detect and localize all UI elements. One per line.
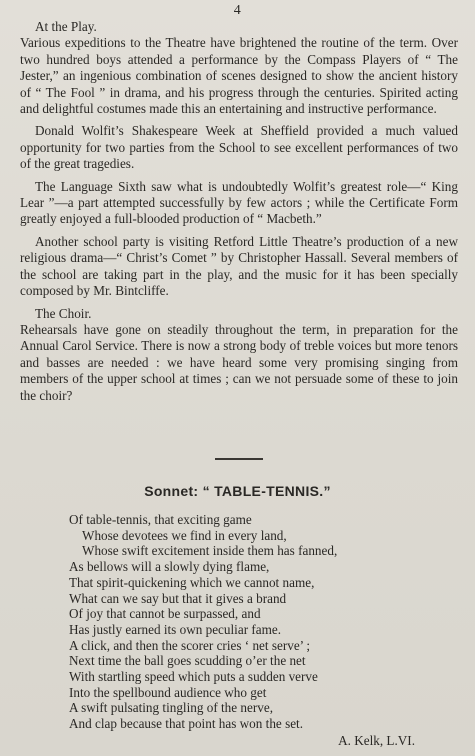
page-number: 4	[233, 3, 242, 18]
section-divider	[215, 458, 263, 460]
paragraph-play-3: The Language Sixth saw what is undoubtedly Wolfit’s greatest role—“ King Lear ”—a part attempted successfully by few actors ; while the Certificate Form greatly enjoyed a full-blooded production of “ Macbeth.”	[20, 178, 458, 227]
poem-line: A click, and then the scorer cries ‘ net serve’ ;	[69, 637, 311, 653]
poem-line: Next time the ball goes scudding o’er the net	[69, 653, 306, 669]
section-heading-choir: The Choir.	[35, 305, 92, 321]
poem-line: With startling speed which puts a sudden verve	[69, 669, 318, 685]
paragraph-play-2: Donald Wolfit’s Shakespeare Week at Sheffield provided a much valued opportunity for two parties from the School to see excellent performances of two of the great tragedies.	[20, 123, 458, 172]
poem-line: And clap because that point has won the set.	[69, 716, 304, 732]
poem-line: Of table-tennis, that exciting game	[69, 512, 252, 527]
poem-line: Has justly earned its own peculiar fame.	[69, 621, 282, 637]
paragraph-choir-1: Rehearsals have gone on steadily throughout the term, in preparation for the Annual Carol Service. There is now a strong body of treble voices but more tenors and basses are needed : we have heard some very promising singing from members of the upper school at times ; can we not persuade some of these to join the choir?	[20, 321, 458, 403]
poem-line: A swift pulsating tingling of the nerve,	[69, 700, 274, 716]
poem-line: What can we say but that it gives a brand	[69, 590, 287, 606]
paragraph-play-4: Another school party is visiting Retford Little Theatre’s production of a new religious drama—“ Christ’s Comet ” by Christopher Hassall. Several members of the school are taking part in the play, and the music for it has been specially composed by Mr. Bintcliffe.	[20, 233, 458, 299]
poem-line: As bellows will a slowly dying flame,	[69, 559, 270, 575]
paragraph-play-1: Various expeditions to the Theatre have brightened the routine of the term. Over two hundred boys attended a performance by the Compass Players of “ The Jester,” an ingenious combination of scenes designed to show the ancient history of “ The Fool ” in drama, and his progress through the centuries. Spirited acting and delightful costumes made this an entertaining and instructive performance.	[20, 35, 458, 117]
poem-line: Whose devotees we find in every land,	[82, 527, 287, 543]
sonnet-title: Sonnet: “ TABLE-TENNIS.”	[144, 483, 331, 499]
poem-author-signature: A. Kelk, L.VI.	[338, 733, 415, 748]
article-body	[20, 19, 458, 410]
sonnet-poem	[69, 512, 429, 732]
poem-line: Of joy that cannot be surpassed, and	[69, 606, 261, 622]
poem-line: Into the spellbound audience who get	[69, 684, 267, 700]
poem-line: Whose swift excitement inside them has fanned,	[82, 543, 338, 559]
poem-line: That spirit-quickening which we cannot name,	[69, 574, 315, 590]
section-heading-play: At the Play.	[35, 19, 97, 34]
